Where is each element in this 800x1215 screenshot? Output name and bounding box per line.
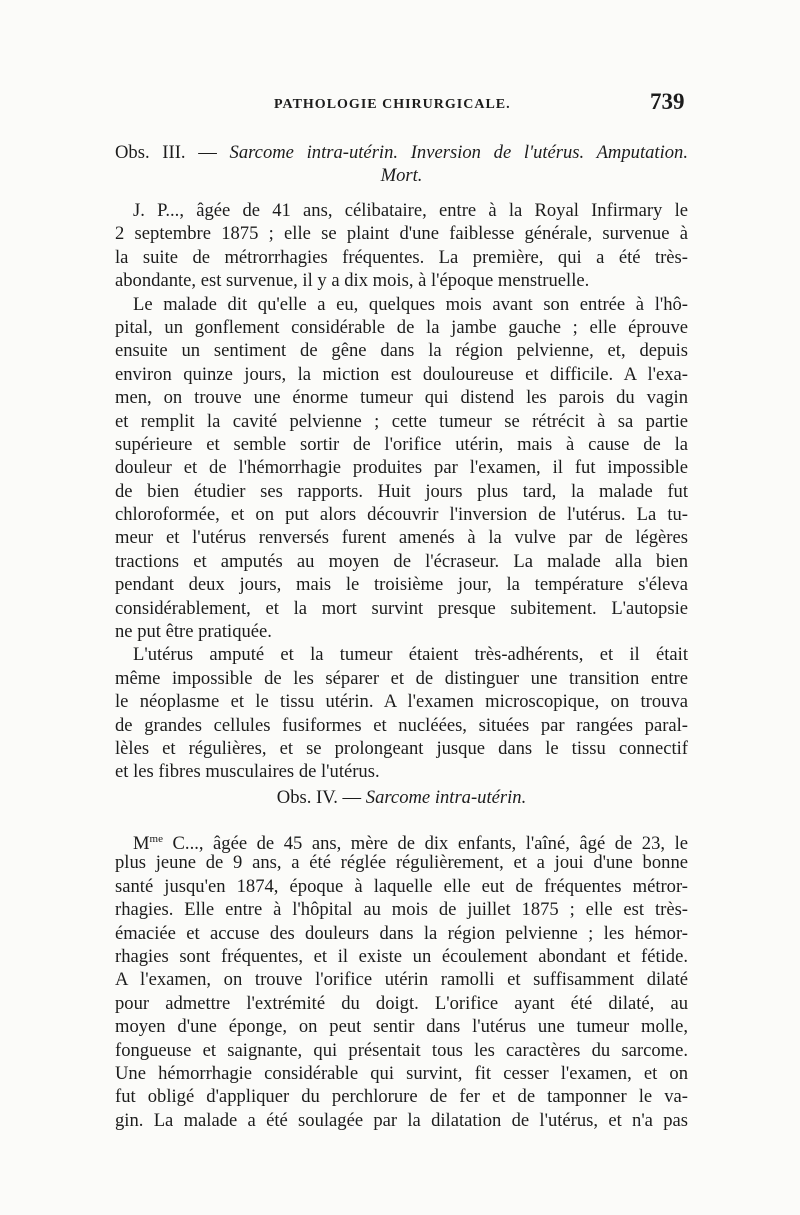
paragraph-line: santé jusqu'en 1874, époque à laquelle elle eut de fréquentes métror-: [115, 875, 688, 897]
running-title: PATHOLOGIE CHIRURGICALE.: [274, 97, 511, 112]
obs3-heading-label: Obs. III. —: [115, 142, 217, 163]
paragraph-line: pendant deux jours, mais le troisième jour, la température s'éleva: [115, 574, 688, 596]
paragraph-line: de grandes cellules fusiformes et nucléées, situées par rangées paral-: [115, 714, 688, 736]
paragraph-line: Une hémorrhagie considérable qui survint, fit cesser l'examen, et on: [115, 1062, 688, 1084]
paragraph-line: tractions et amputés au moyen de l'écraseur. La malade alla bien: [115, 550, 688, 572]
paragraph-line: environ quinze jours, la miction est douloureuse et difficile. A l'exa-: [115, 363, 688, 385]
paragraph-line: L'utérus amputé et la tumeur étaient très-adhérents, et il était: [133, 644, 688, 666]
paragraph-line: fongueuse et saignante, qui présentait tous les caractères du sarcome.: [115, 1039, 688, 1061]
paragraph-line: pital, un gonflement considérable de la jambe gauche ; elle éprouve: [115, 316, 688, 338]
paragraph-line: et les fibres musculaires de l'utérus.: [115, 761, 380, 783]
paragraph-line: de bien étudier ses rapports. Huit jours plus tard, la malade fut: [115, 480, 688, 502]
paragraph-line: la suite de métrorrhagies fréquentes. La première, qui a été très-: [115, 246, 688, 268]
running-header: [0, 89, 800, 121]
paragraph-line: émaciée et accuse des douleurs dans la région pelvienne ; les hémor-: [115, 922, 688, 944]
paragraph-line: et remplit la cavité pelvienne ; cette tumeur se rétrécit à sa partie: [115, 410, 688, 432]
paragraph-line: meur et l'utérus renversés furent amenés à la vulve par de légères: [115, 527, 688, 549]
paragraph-line: lèles et régulières, et se prolongeant jusque dans le tissu connectif: [115, 737, 688, 759]
paragraph-line: douleur et de l'hémorrhagie produites par l'examen, il fut impossible: [115, 457, 688, 479]
paragraph-line: ne put être pratiquée.: [115, 621, 272, 643]
paragraph-line: $M^{me}$ C..., âgée de 45 ans, mère de dix enfants, l'aîné, âgé de 23, le: [133, 833, 688, 854]
paragraph-line: abondante, est survenue, il y a dix mois, à l'époque menstruelle.: [115, 270, 590, 292]
paragraph-line: pour admettre l'extrémité du doigt. L'orifice ayant été dilaté, au: [115, 992, 688, 1014]
paragraph-line: A l'examen, on trouve l'orifice utérin ramolli et suffisamment dilaté: [115, 969, 688, 991]
obs4-heading-title: Sarcome intra-utérin.: [365, 787, 527, 808]
obs3-heading-cont: Mort.: [380, 165, 423, 187]
paragraph-line: rhagies. Elle entre à l'hôpital au mois de juillet 1875 ; elle est très-: [115, 899, 688, 921]
paragraph-line: Le malade dit qu'elle a eu, quelques mois avant son entrée à l'hô-: [133, 293, 688, 315]
obs4-heading: [115, 786, 688, 809]
paragraph-line: le néoplasme et le tissu utérin. A l'examen microscopique, on trouva: [115, 691, 688, 713]
obs3-section: [115, 141, 688, 188]
obs3-body: [115, 199, 688, 784]
paragraph-line: moyen d'une éponge, on peut sentir dans l'utérus une tumeur molle,: [115, 1016, 688, 1038]
obs3-heading-title: Sarcome intra-utérin. Inversion de l'utérus. Amputation.: [229, 142, 688, 163]
obs3-heading: [115, 141, 688, 164]
paragraph-line: ensuite un sentiment de gêne dans la région pelvienne, et, depuis: [115, 340, 688, 362]
paragraph-line: J. P..., âgée de 41 ans, célibataire, entre à la Royal Infirmary le: [133, 200, 688, 221]
paragraph-line: considérablement, et la mort survint presque subitement. L'autopsie: [115, 597, 688, 619]
paragraph-line: fut obligé d'appliquer du perchlorure de fer et de tamponner le va-: [115, 1086, 688, 1108]
paragraph-line: plus jeune de 9 ans, a été réglée régulièrement, et a joui d'une bonne: [115, 852, 688, 874]
page-number: 739: [650, 89, 685, 114]
paragraph-line: men, on trouve une énorme tumeur qui distend les parois du vagin: [115, 387, 688, 409]
paragraph-line: supérieure et semble sortir de l'orifice utérin, mais à cause de la: [115, 433, 688, 455]
paragraph-line: gin. La malade a été soulagée par la dilatation de l'utérus, et n'a pas: [115, 1109, 688, 1131]
paragraph-line: rhagies sont fréquentes, et il existe un écoulement abondant et fétide.: [115, 945, 688, 967]
paragraph-line: même impossible de les séparer et de distinguer une transition entre: [115, 667, 688, 689]
obs4-body: [115, 828, 688, 1132]
obs4-section: [115, 786, 688, 809]
paragraph-line: 2 septembre 1875 ; elle se plaint d'une faiblesse générale, survenue à: [115, 223, 688, 245]
obs4-heading-label: Obs. IV. —: [276, 787, 362, 808]
paragraph-line: chloroformée, et on put alors découvrir l'inversion de l'utérus. La tu-: [115, 504, 688, 526]
